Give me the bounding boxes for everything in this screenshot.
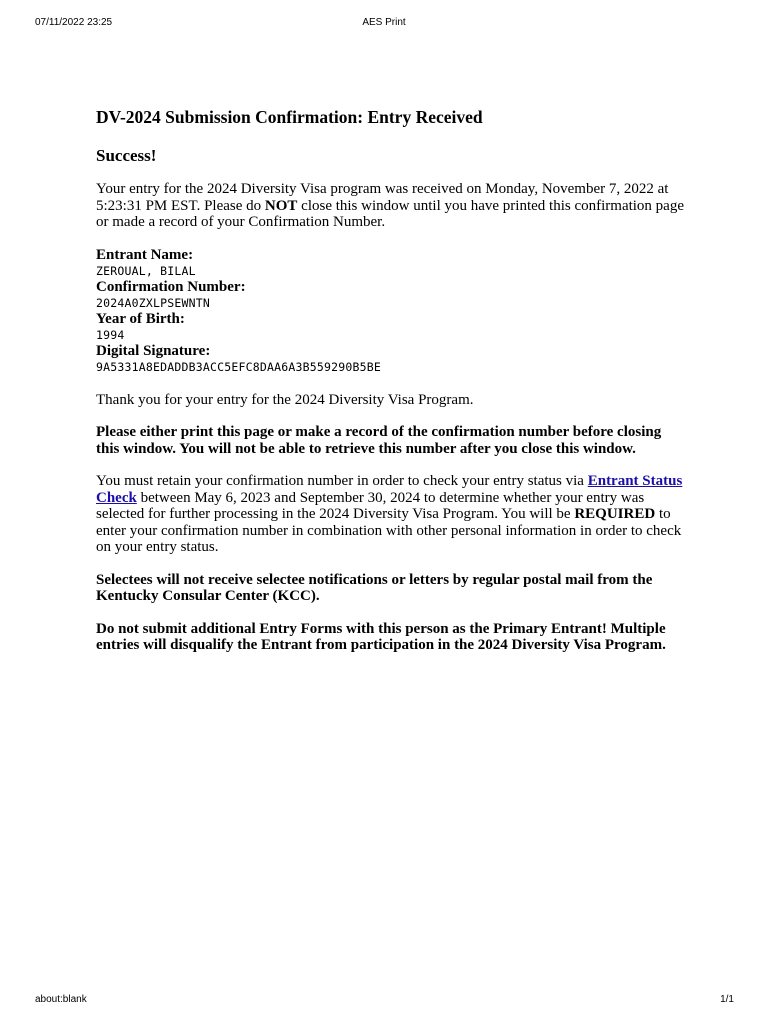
retain-text-1: You must retain your confirmation number in order to check your entry status via <box>96 473 588 489</box>
selectees-notice-paragraph: Selectees will not receive selectee notifications or letters by regular postal mail from the Kentucky Consular Center (KCC). <box>96 571 653 604</box>
confirmation-number-label: Confirmation Number: <box>96 278 246 295</box>
page-title: DV-2024 Submission Confirmation: Entry Received <box>96 107 483 127</box>
thank-you-paragraph: Thank you for your entry for the 2024 Diversity Visa Program. <box>96 391 474 408</box>
required-emphasis: REQUIRED <box>574 506 656 522</box>
print-header <box>0 17 768 31</box>
digital-signature-value: 9A5331A8EDADDB3ACC5EFC8DAA6A3B559290B5BE <box>96 359 381 374</box>
confirmation-document <box>96 106 686 670</box>
year-of-birth-label: Year of Birth: <box>96 310 185 327</box>
success-heading: Success! <box>96 146 157 165</box>
print-footer <box>0 994 768 1008</box>
intro-text-2: close this window until you have printed this confirmation page or made a record of your Confirmation Number. <box>96 197 685 230</box>
retain-paragraph <box>96 473 686 556</box>
duplicate-warning-paragraph: Do not submit additional Entry Forms with this person as the Primary Entrant! Multiple entries will disqualify the Entrant from participation in the 2024 Diversity Visa Program. <box>96 620 666 653</box>
entry-fields <box>96 247 686 375</box>
intro-text-1: Your entry for the 2024 Diversity Visa program was received on Monday, November 7, 2022 at 5:23:31 PM EST. Please do <box>96 181 669 214</box>
print-title: AES Print <box>362 17 406 28</box>
intro-not-emphasis: NOT <box>264 197 298 214</box>
confirmation-number-value: 2024A0ZXLPSEWNTN <box>96 295 210 310</box>
retain-text-3: to enter your confirmation number in combination with other personal information in order to check on your entry status. <box>96 506 682 555</box>
intro-paragraph <box>96 181 686 231</box>
retain-text-2: between May 6, 2023 and September 30, 2024 to determine whether your entry was selected for further processing in the 2024 Diversity Visa Program. You will be <box>96 489 645 522</box>
entrant-status-check-link[interactable]: Entrant Status Check <box>96 473 683 506</box>
year-of-birth-value: 1994 <box>96 327 125 342</box>
entrant-name-label: Entrant Name: <box>96 246 194 263</box>
print-datetime: 07/11/2022 23:25 <box>35 17 113 28</box>
print-warning-paragraph: Please either print this page or make a record of the confirmation number before closing this window. You will not be able to retrieve this number after you close this window. <box>96 424 662 457</box>
page-number: 1/1 <box>720 994 734 1005</box>
entrant-name-value: ZEROUAL, BILAL <box>96 263 196 278</box>
digital-signature-label: Digital Signature: <box>96 342 211 359</box>
print-url: about:blank <box>35 994 87 1005</box>
